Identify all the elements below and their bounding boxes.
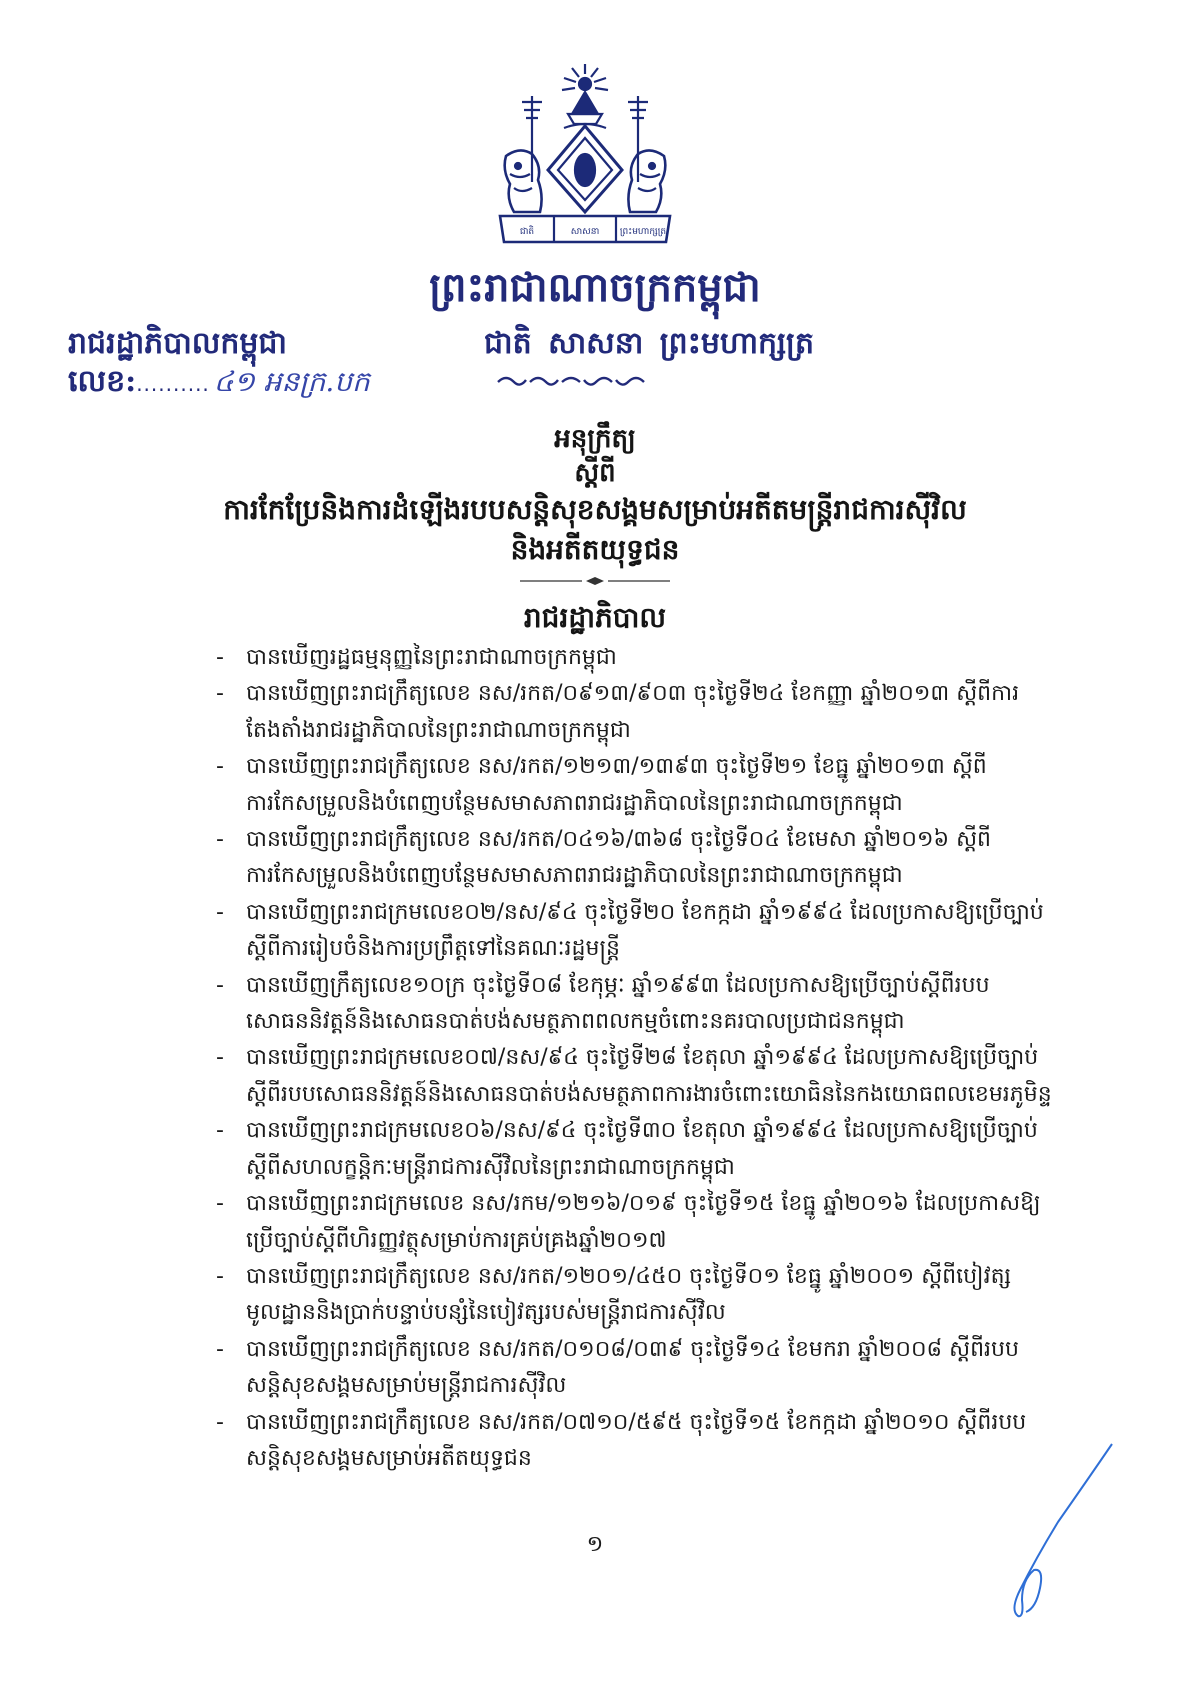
list-item-text: បានឃើញព្រះរាជក្រឹត្យលេខ នស/រកត/១២០១/៤៥០ ចុះថ្ងៃទី០១ ខែធ្នូ ឆ្នាំ២០០១ ស្តីពីបៀវត្សមូលដ្ឋាននិងប្រាក់បន្ទាប់បន្សំនៃបៀវត្សរបស់មន្ត្រីរាជការស៊ីវិល [246,1263,1012,1326]
seal-text-king: ព្រះមហាក្សត្រ [619,227,667,237]
list-bullet: - [216,681,224,707]
list-item-text: បានឃើញព្រះរាជក្រឹត្យលេខ នស/រកត/១២១៣/១៣៩៣ ចុះថ្ងៃទី២១ ខែធ្នូ ឆ្នាំ២០១៣ ស្តីពីការកែសម្រួលនិងបំពេញបន្ថែមសមាសភាពរាជរដ្ឋាភិបាលនៃព្រះរាជាណាចក្រកម្ពុជា [246,754,987,816]
list-item [216,822,1052,895]
page-number: ១ [586,1532,604,1557]
document-about: ស្តីពី [574,458,616,488]
list-bullet: - [216,1336,224,1362]
document-subject-line-2: និងអតីតយុទ្ធជន [510,533,680,566]
reference-number [68,362,370,406]
list-bullet: - [216,1191,224,1217]
list-item [216,1259,1052,1332]
list-item [216,1186,1052,1259]
seal-text-nation: ជាតិ [519,227,535,237]
list-bullet: - [216,1118,224,1144]
document-subject-line-1: ការកែប្រែនិងការដំឡើងរបបសន្តិសុខសង្គមសម្រាប់អតីតមន្ត្រីរាជការស៊ីវិល [223,493,967,526]
list-item-text: បានឃើញព្រះរាជក្រឹត្យលេខ នស/រកត/០១០៨/០៣៩ ចុះថ្ងៃទី១៤ ខែមករា ឆ្នាំ២០០៨ ស្តីពីរបបសន្តិសុខសង្គមសម្រាប់មន្ត្រីរាជការស៊ីវិល [246,1336,1019,1399]
list-item [216,676,1052,749]
reference-label: លេខ: [68,364,137,399]
title-divider-icon [520,576,670,586]
list-item-text: បានឃើញក្រឹត្យលេខ១០ក្រ ចុះថ្ងៃទី០៨ ខែកុម្ភៈ ឆ្នាំ១៩៩៣ ដែលប្រកាសឱ្យប្រើច្បាប់ស្តីពីរបបសោធននិវត្តន៍និងសោធនបាត់បង់សមត្ថភាពពលកម្មចំពោះនគរបាលប្រជាជនកម្ពុជា [246,972,990,1035]
list-item [216,749,1052,822]
government-name: រាជរដ្ឋាភិបាលកម្ពុជា [68,326,287,361]
list-item [216,1332,1052,1405]
document-type: អនុក្រឹត្យ [554,424,636,454]
legal-basis-list [216,640,1052,1477]
kingdom-title: ព្រះរាជាណាចក្រកម្ពុជា [429,264,761,311]
list-bullet: - [216,1045,224,1071]
list-item [216,1405,1052,1478]
list-bullet: - [216,645,224,670]
seal-text-religion: សាសនា [570,227,600,237]
royal-coat-of-arms-icon [492,62,678,252]
list-bullet: - [216,1263,224,1289]
handwritten-signature-icon [1000,1440,1120,1620]
motto-religion: សាសនា [548,326,644,361]
list-item [216,1113,1052,1186]
list-item-text: បានឃើញរដ្ឋធម្មនុញ្ញនៃព្រះរាជាណាចក្រកម្ពុជា [246,645,617,670]
motto-nation: ជាតិ [484,326,532,361]
list-item [216,895,1052,968]
list-item-text: បានឃើញព្រះរាជក្រឹត្យលេខ នស/រកត/០៩១៣/៩០៣ ចុះថ្ងៃទី២៤ ខែកញ្ញា ឆ្នាំ២០១៣ ស្តីពីការតែងតាំងរាជរដ្ឋាភិបាលនៃព្រះរាជាណាចក្រកម្ពុជា [246,681,1020,743]
list-item-text: បានឃើញព្រះរាជក្រឹត្យលេខ នស/រកត/០៧១០/៥៩៥ ចុះថ្ងៃទី១៥ ខែកក្កដា ឆ្នាំ២០១០ ស្តីពីរបបសន្តិសុខសង្គមសម្រាប់អតីតយុទ្ធជន [246,1409,1027,1471]
list-item-text: បានឃើញព្រះរាជក្រមលេខ០៦/នស/៩៤ ចុះថ្ងៃទី៣០ ខែតុលា ឆ្នាំ១៩៩៤ ដែលប្រកាសឱ្យប្រើច្បាប់ស្តីពីសហលក្ខន្តិកៈមន្ត្រីរាជការស៊ីវិលនៃព្រះរាជាណាចក្រកម្ពុជា [246,1118,1038,1180]
reference-handwritten-number: ៤១ អនក្រ.បក [213,365,370,398]
list-item-text: បានឃើញព្រះរាជក្រមលេខ០២/នស/៩៤ ចុះថ្ងៃទី២០ ខែកក្កដា ឆ្នាំ១៩៩៤ ដែលប្រកាសឱ្យប្រើច្បាប់ស្តីពីការរៀបចំនិងការប្រព្រឹត្តទៅនៃគណៈរដ្ឋមន្ត្រី [246,899,1044,962]
motto-king: ព្រះមហាក្សត្រ [659,326,814,361]
list-item-text: បានឃើញព្រះរាជក្រឹត្យលេខ នស/រកត/០៤១៦/៣៦៨ ចុះថ្ងៃទី០៤ ខែមេសា ឆ្នាំ២០១៦ ស្តីពីការកែសម្រួលនិងបំពេញបន្ថែមសមាសភាពរាជរដ្ឋាភិបាលនៃព្រះរាជាណាចក្រកម្ពុជា [246,827,992,889]
list-item-text: បានឃើញព្រះរាជក្រមលេខ០៧/នស/៩៤ ចុះថ្ងៃទី២៨ ខែតុលា ឆ្នាំ១៩៩៤ ដែលប្រកាសឱ្យប្រើច្បាប់ស្តីពីរបបសោធននិវត្តន៍និងសោធនបាត់បង់សមត្ថភាពការងារចំពោះយោធិននៃកងយោធពលខេមរភូមិន្ទ [246,1045,1052,1107]
list-bullet: - [216,754,224,780]
ornament-flourish-icon [496,374,646,388]
list-item [216,968,1052,1041]
national-motto [484,324,814,368]
list-item [216,1040,1052,1113]
list-bullet: - [216,827,224,853]
list-bullet: - [216,899,224,925]
document-title-block [0,422,1190,570]
list-bullet: - [216,1409,224,1435]
list-bullet: - [216,972,224,998]
list-item-text: បានឃើញព្រះរាជក្រមលេខ នស/រកម/១២១៦/០១៩ ចុះថ្ងៃទី១៥ ខែធ្នូ ឆ្នាំ២០១៦ ដែលប្រកាសឱ្យប្រើច្បាប់ស្តីពីហិរញ្ញវត្ថុសម្រាប់ការគ្រប់គ្រងឆ្នាំ២០១៧ [246,1191,1041,1253]
reference-dots: .......... [136,372,210,396]
list-item [216,640,1052,676]
government-heading: រាជរដ្ឋាភិបាល [523,601,667,634]
